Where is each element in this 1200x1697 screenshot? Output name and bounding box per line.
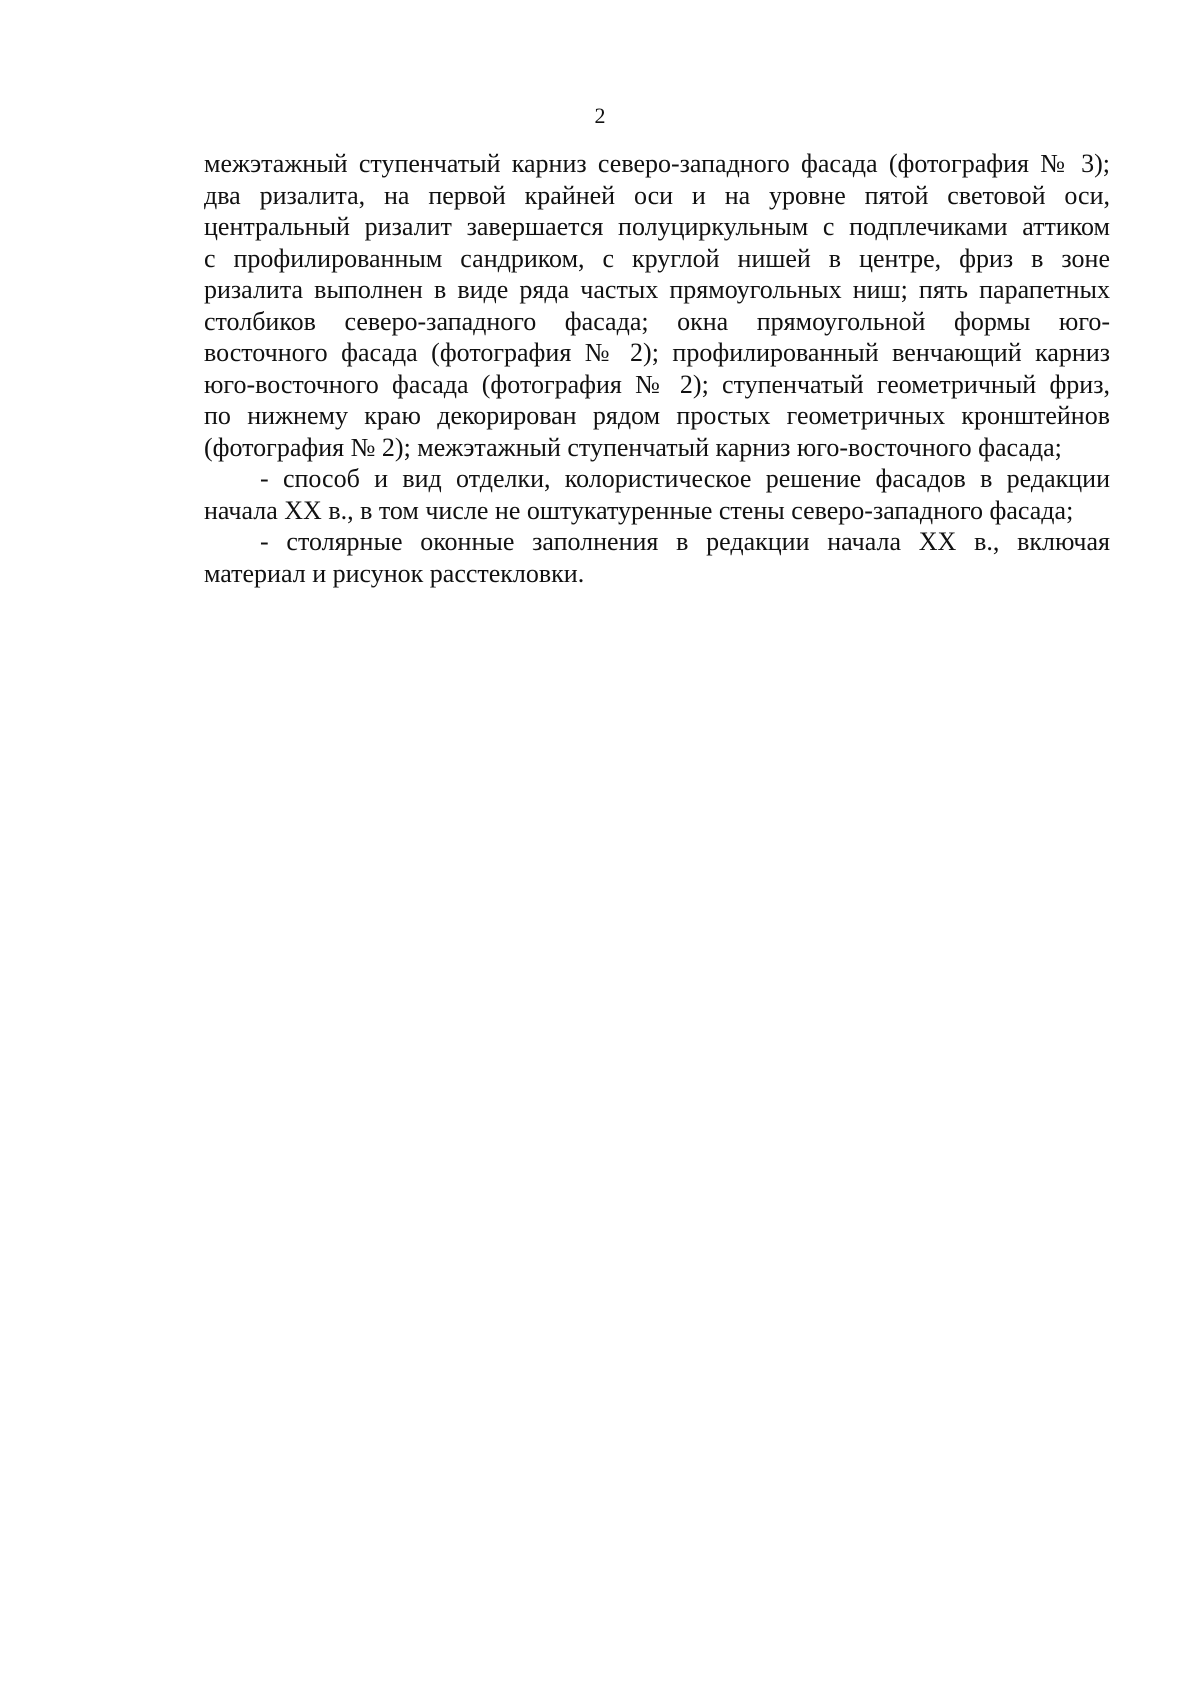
text-line: восточного фасада (фотография № 2); профилированный венчающий карниз [204,338,1110,367]
text-line: ризалита выполнен в виде ряда частых прямоугольных ниш; пять парапетных [204,275,1110,304]
text-line: центральный ризалит завершается полуциркульным с подплечиками аттиком [204,212,1110,241]
paragraph-finishing [204,463,1110,526]
text-line: столбиков северо-западного фасада; окна прямоугольной формы юго- [204,306,1110,336]
document-body [204,148,1110,589]
paragraph-windows [204,526,1110,589]
text-line: - столярные оконные заполнения в редакции начала XX в., включая [260,527,1110,556]
paragraph-facade-elements [204,148,1110,463]
text-line: по нижнему краю декорирован рядом простых геометричных кронштейнов [204,401,1110,430]
text-line: - способ и вид отделки, колористическое решение фасадов в редакции [260,464,1110,493]
text-line: начала XX в., в том числе не оштукатуренные стены северо-западного фасада; [204,495,1074,525]
text-line: (фотография № 2); межэтажный ступенчатый карниз юго-восточного фасада; [204,432,1062,462]
text-line: юго-восточного фасада (фотография № 2); ступенчатый геометричный фриз, [204,369,1110,399]
text-line: с профилированным сандриком, с круглой нишей в центре, фриз в зоне [204,243,1110,273]
text-line: материал и рисунок расстекловки. [204,558,585,588]
text-line: два ризалита, на первой крайней оси и на уровне пятой световой оси, [204,180,1110,210]
page-number: 2 [594,103,606,128]
text-line: межэтажный ступенчатый карниз северо-западного фасада (фотография № 3); [204,149,1110,178]
